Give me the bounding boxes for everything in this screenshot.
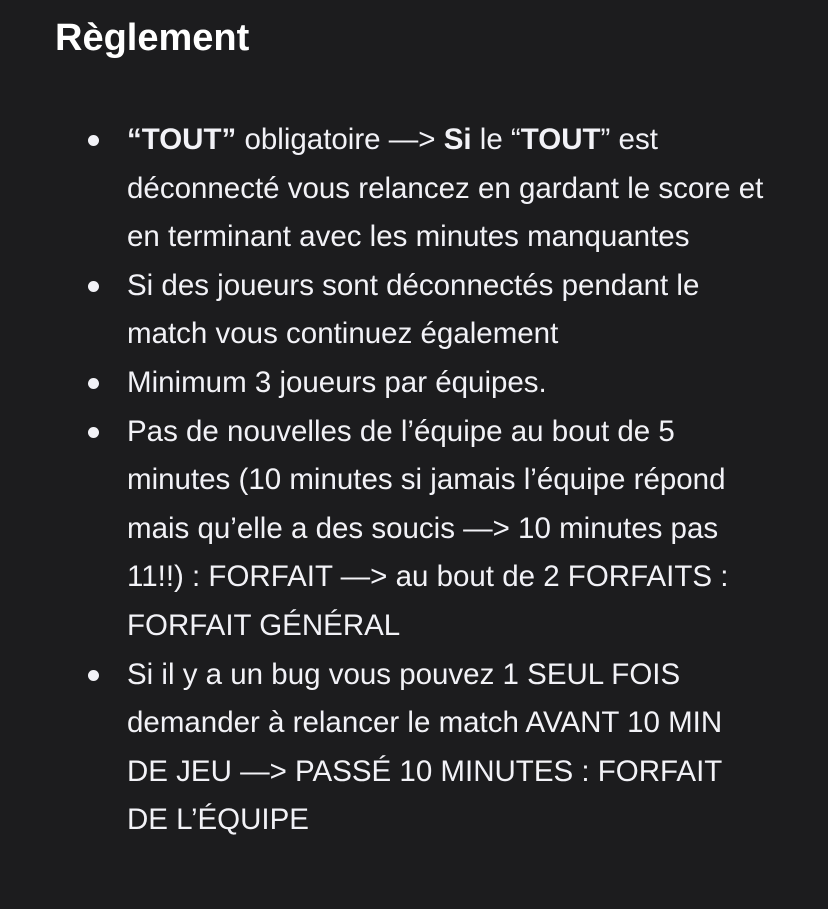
rule-text [127,415,728,642]
rule-item[interactable] [80,116,770,262]
rule-item[interactable] [80,408,770,651]
note-title: Règlement [55,17,250,59]
rule-text-segment: ” est déconnecté vous relancez en gardant le score et en terminant avec les minutes manquantes [127,123,764,254]
rule-text-bold: Si [443,123,472,156]
rule-text-segment: obligatoire —> [236,123,444,156]
rule-text [127,123,763,253]
rule-item[interactable] [80,651,770,845]
rule-text-segment: Si des joueurs sont déconnectés pendant le match vous continuez également [127,268,700,351]
bullet-icon [88,670,99,681]
bullet-icon [88,135,99,146]
rule-text-segment: Si il y a un bug vous pouvez 1 SEUL FOIS demander à relancer le match AVANT 10 MIN DE JEU —> PASSÉ 10 MINUTES : FORFAIT DE L’ÉQUIPE [127,657,723,837]
rule-text [127,366,547,399]
rule-text-segment: Minimum 3 joueurs par équipes. [127,365,547,399]
bullet-icon [88,427,99,438]
rule-text [127,269,699,351]
rule-text [127,658,722,837]
rule-item[interactable] [80,262,770,359]
rule-text-bold: “TOUT” [127,123,237,156]
bullet-icon [88,378,99,389]
rule-text-segment: le “ [471,123,521,156]
rule-text-segment: Pas de nouvelles de l’équipe au bout de 5 minutes (10 minutes si jamais l’équipe répond mais qu’elle a des soucis —> 10 minutes pas 11!!) : FORFAIT —> au bout de 2 FORFAITS : FORFAIT GÉNÉRAL [127,414,729,642]
rule-item[interactable] [80,359,770,408]
bullet-icon [88,281,99,292]
rules-list [80,116,770,845]
rule-text-bold: TOUT [520,123,601,156]
